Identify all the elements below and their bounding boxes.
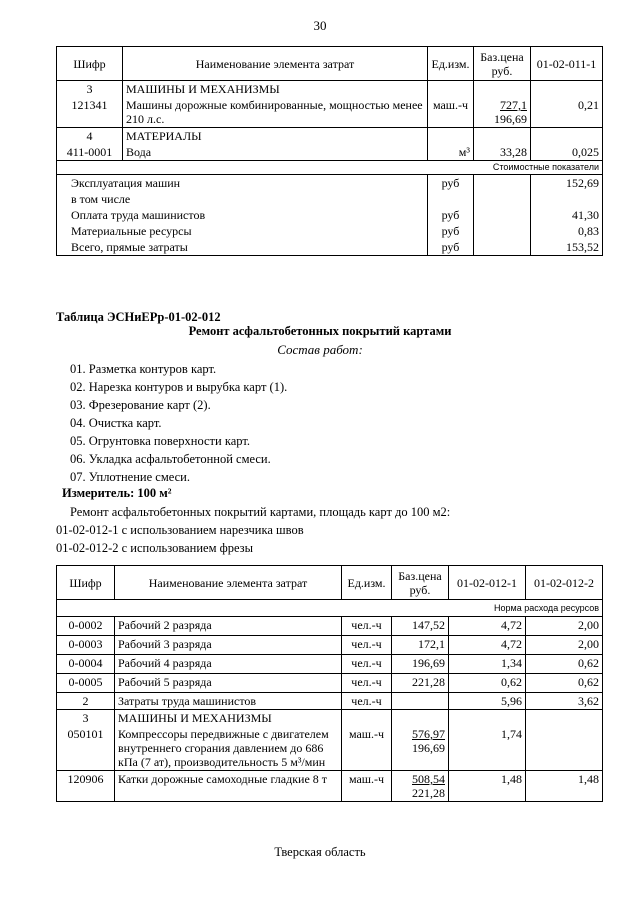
row-v2: 0,62	[526, 674, 603, 693]
summary-row	[57, 239, 603, 256]
header-price: Баз.цена руб.	[474, 47, 531, 81]
header-name: Наименование элемента затрат	[123, 47, 428, 81]
table-label: Таблица ЭСНиЕРр-01-02-012	[56, 310, 221, 324]
table-row	[57, 636, 603, 655]
variant: 01-02-012-1 с использованием нарезчика швов	[56, 523, 304, 537]
row-v2: 0,62	[526, 655, 603, 674]
work-item: 02. Нарезка контуров и вырубка карт (1).	[70, 380, 288, 394]
work-item: 04. Очистка карт.	[70, 416, 162, 430]
row-price: 576,97 196,69	[392, 726, 449, 771]
row-price: 508,54 221,28	[392, 771, 449, 802]
indicators-label: Стоимостные показатели	[57, 161, 603, 175]
section-title: Ремонт асфальтобетонных покрытий картами	[188, 324, 452, 338]
description: Ремонт асфальтобетонных покрытий картами, площадь карт до 100 м2:	[70, 505, 451, 519]
row-unit: чел.-ч	[342, 636, 392, 655]
variant: 01-02-012-2 с использованием фрезы	[56, 541, 253, 555]
row-v2: 2,00	[526, 636, 603, 655]
row-unit: чел.-ч	[342, 617, 392, 636]
header-name: Наименование элемента затрат	[115, 566, 342, 600]
header-col-011-1: 01-02-011-1	[531, 47, 603, 81]
summary-unit	[428, 191, 474, 207]
footer-region: Тверская область	[274, 845, 366, 859]
row-unit: чел.-ч	[342, 655, 392, 674]
work-item: 06. Укладка асфальтобетонной смеси.	[70, 452, 271, 466]
summary-value: 153,52	[531, 239, 603, 256]
row-v1: 4,72	[449, 617, 526, 636]
table-row	[57, 771, 603, 802]
work-item: 05. Огрунтовка поверхности карт.	[70, 434, 250, 448]
table-row	[57, 617, 603, 636]
summary-value: 152,69	[531, 175, 603, 192]
section-title: МАШИНЫ И МЕХАНИЗМЫ	[115, 710, 342, 727]
section-title: МАШИНЫ И МЕХАНИЗМЫ	[123, 81, 428, 98]
row-code: 411-0001	[57, 144, 123, 161]
row-v1: 4,72	[449, 636, 526, 655]
row-unit: маш.-ч	[342, 726, 392, 771]
row-name: Компрессоры передвижные с двигателем внутреннего сгорания давлением до 686 кПа (7 ат), производительность 5 м³/мин	[115, 726, 342, 771]
work-item: 01. Разметка контуров карт.	[70, 362, 217, 376]
table-row	[57, 674, 603, 693]
section-number: 3	[57, 710, 115, 727]
row-unit: маш.-ч	[342, 771, 392, 802]
machinists-unit: чел.-ч	[342, 693, 392, 710]
row-name: Катки дорожные самоходные гладкие 8 т	[115, 771, 342, 802]
header-col-012-1: 01-02-012-1	[449, 566, 526, 600]
summary-value: 0,83	[531, 223, 603, 239]
summary-row	[57, 223, 603, 239]
summary-unit: руб	[428, 239, 474, 256]
row-value: 0,21	[531, 97, 603, 128]
norm-label: Норма расхода ресурсов	[57, 600, 603, 617]
work-item: 03. Фрезерование карт (2).	[70, 398, 211, 412]
header-price: Баз.цена руб.	[392, 566, 449, 600]
row-price: 33,28	[474, 144, 531, 161]
row-price: 147,52	[392, 617, 449, 636]
row-code: 0-0005	[57, 674, 115, 693]
measure: Измеритель: 100 м²	[62, 486, 172, 500]
row-name: Рабочий 5 разряда	[115, 674, 342, 693]
row-name: Рабочий 2 разряда	[115, 617, 342, 636]
page-number: 30	[313, 18, 327, 33]
summary-value: 41,30	[531, 207, 603, 223]
row-v2	[526, 726, 603, 771]
row-price: 172,1	[392, 636, 449, 655]
work-item: 07. Уплотнение смеси.	[70, 470, 190, 484]
work-heading: Состав работ:	[277, 342, 363, 357]
summary-unit: руб	[428, 207, 474, 223]
header-unit: Ед.изм.	[342, 566, 392, 600]
section-title: МАТЕРИАЛЫ	[123, 128, 428, 145]
row-v1: 1,34	[449, 655, 526, 674]
table-row	[57, 726, 603, 771]
row-value: 0,025	[531, 144, 603, 161]
summary-row	[57, 207, 603, 223]
row-code: 0-0004	[57, 655, 115, 674]
row-name: Рабочий 3 разряда	[115, 636, 342, 655]
machinists-name: Затраты труда машинистов	[115, 693, 342, 710]
section-number: 3	[57, 81, 123, 98]
row-v1: 1,74	[449, 726, 526, 771]
machinists-v2: 3,62	[526, 693, 603, 710]
row-code: 0-0003	[57, 636, 115, 655]
header-code: Шифр	[57, 566, 115, 600]
summary-name: Эксплуатация машин	[57, 175, 428, 192]
summary-name: Оплата труда машинистов	[57, 207, 428, 223]
row-v1: 0,62	[449, 674, 526, 693]
header-col-012-2: 01-02-012-2	[526, 566, 603, 600]
summary-unit: руб	[428, 223, 474, 239]
cost-table-2	[56, 565, 603, 802]
summary-name: Материальные ресурсы	[57, 223, 428, 239]
row-v2: 2,00	[526, 617, 603, 636]
row-name: Рабочий 4 разряда	[115, 655, 342, 674]
cost-table-1	[56, 46, 603, 256]
row-code: 050101	[57, 726, 115, 771]
header-code: Шифр	[57, 47, 123, 81]
row-price: 196,69	[392, 655, 449, 674]
row-code: 120906	[57, 771, 115, 802]
row-price: 727,1 196,69	[474, 97, 531, 128]
summary-unit: руб	[428, 175, 474, 192]
work-list	[70, 360, 287, 486]
summary-row	[57, 191, 603, 207]
summary-name: в том числе	[57, 191, 428, 207]
summary-row	[57, 175, 603, 192]
row-unit: м³	[428, 144, 474, 161]
row-v1: 1,48	[449, 771, 526, 802]
row-unit: чел.-ч	[342, 674, 392, 693]
header-unit: Ед.изм.	[428, 47, 474, 81]
section-number: 4	[57, 128, 123, 145]
machinists-v1: 5,96	[449, 693, 526, 710]
row-name: Вода	[123, 144, 428, 161]
row-price: 221,28	[392, 674, 449, 693]
row-code: 0-0002	[57, 617, 115, 636]
summary-value	[531, 191, 603, 207]
machinists-number: 2	[57, 693, 115, 710]
summary-name: Всего, прямые затраты	[57, 239, 428, 256]
table-row	[57, 655, 603, 674]
row-unit: маш.-ч	[428, 97, 474, 128]
row-name: Машины дорожные комбинированные, мощностью менее 210 л.с.	[123, 97, 428, 128]
row-code: 121341	[57, 97, 123, 128]
row-v2: 1,48	[526, 771, 603, 802]
